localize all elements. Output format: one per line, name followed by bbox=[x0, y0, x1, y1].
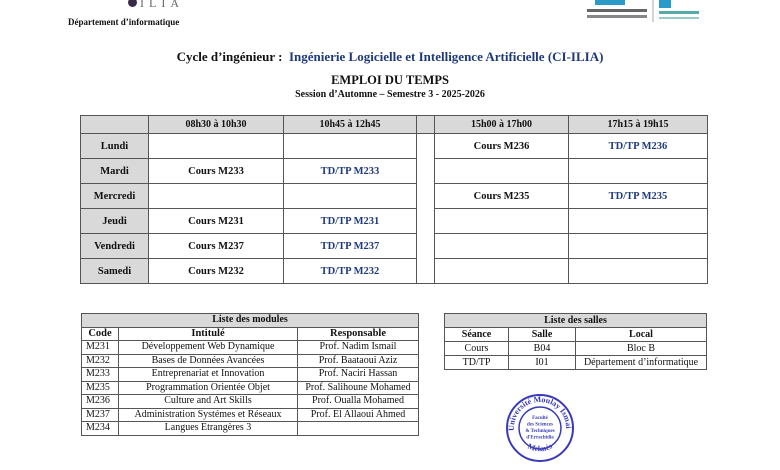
table-cell: M232 bbox=[82, 354, 119, 368]
university-logo bbox=[585, 0, 745, 24]
day-cell: Mardi bbox=[81, 159, 149, 184]
table-cell: Cours bbox=[445, 342, 509, 356]
svg-text:des Sciences: des Sciences bbox=[527, 422, 553, 428]
timetable-row bbox=[81, 159, 708, 184]
session-subtitle: Session d’Automne – Semestre 3 - 2025-2026 bbox=[295, 89, 485, 100]
table-row bbox=[82, 395, 419, 409]
break-column bbox=[417, 116, 435, 134]
table-row bbox=[445, 342, 707, 356]
session-cell: TD/TP M235 bbox=[569, 184, 708, 209]
svg-text:d'Errachidia: d'Errachidia bbox=[526, 435, 554, 441]
table-cell: Langues Etrangères 3 bbox=[119, 422, 298, 436]
column-header: Intitulé bbox=[119, 327, 298, 341]
table-cell: Programmation Orientée Objet bbox=[119, 381, 298, 395]
session-cell bbox=[569, 209, 708, 234]
cycle-name: Ingénierie Logicielle et Intelligence Artificielle (CI-ILIA) bbox=[288, 49, 604, 64]
svg-text:Faculté: Faculté bbox=[532, 416, 548, 421]
table-row bbox=[82, 354, 419, 368]
university-stamp bbox=[505, 390, 575, 460]
session-cell: TD/TP M231 bbox=[284, 209, 417, 234]
timetable-row bbox=[81, 259, 708, 284]
session-cell: TD/TP M237 bbox=[284, 234, 417, 259]
timetable-header-row bbox=[81, 116, 708, 134]
day-cell: Mercredi bbox=[81, 184, 149, 209]
session-cell bbox=[149, 184, 284, 209]
slot-header: 17h15 à 19h15 bbox=[569, 116, 708, 134]
table-cell: Bloc B bbox=[576, 342, 707, 356]
day-cell: Lundi bbox=[81, 134, 149, 159]
session-cell bbox=[435, 209, 569, 234]
table-row bbox=[82, 381, 419, 395]
column-header: Séance bbox=[445, 328, 509, 342]
table-cell: Entreprenariat et Innovation bbox=[119, 368, 298, 382]
table-cell: TD/TP bbox=[445, 356, 509, 370]
table-row bbox=[82, 422, 419, 436]
table-cell: Développement Web Dynamique bbox=[119, 341, 298, 355]
timetable-row bbox=[81, 209, 708, 234]
table-cell: B04 bbox=[509, 342, 576, 356]
rooms-caption: Liste des salles bbox=[445, 314, 707, 328]
column-header: Responsable bbox=[298, 327, 419, 341]
session-cell: TD/TP M236 bbox=[569, 134, 708, 159]
table-row bbox=[445, 356, 707, 370]
session-cell: Cours M237 bbox=[149, 234, 284, 259]
table-cell: M235 bbox=[82, 381, 119, 395]
slot-header: 10h45 à 12h45 bbox=[284, 116, 417, 134]
session-cell bbox=[435, 234, 569, 259]
svg-text:Université Moulay Ismail: Université Moulay Ismai bbox=[506, 394, 574, 431]
slot-header: 08h30 à 10h30 bbox=[149, 116, 284, 134]
column-header: Salle bbox=[509, 328, 576, 342]
session-cell: Cours M233 bbox=[149, 159, 284, 184]
table-cell: Bases de Données Avancées bbox=[119, 354, 298, 368]
session-cell bbox=[284, 134, 417, 159]
session-cell: Cours M231 bbox=[149, 209, 284, 234]
table-cell: M233 bbox=[82, 368, 119, 382]
session-cell bbox=[435, 259, 569, 284]
day-cell: Jeudi bbox=[81, 209, 149, 234]
cycle-label: Cycle d’ingénieur : bbox=[176, 49, 283, 64]
timetable bbox=[80, 115, 708, 284]
timetable-row bbox=[81, 134, 708, 159]
session-cell: TD/TP M232 bbox=[284, 259, 417, 284]
table-cell: M234 bbox=[82, 422, 119, 436]
fst-logo: ILIA bbox=[128, 0, 188, 8]
column-header: Code bbox=[82, 327, 119, 341]
table-cell: M237 bbox=[82, 408, 119, 422]
modules-caption: Liste des modules bbox=[82, 314, 419, 328]
break-column bbox=[417, 134, 435, 284]
table-cell: Administration Systémes et Réseaux bbox=[119, 408, 298, 422]
table-cell: I01 bbox=[509, 356, 576, 370]
session-cell bbox=[284, 184, 417, 209]
column-header: Local bbox=[576, 328, 707, 342]
slot-header: 15h00 à 17h00 bbox=[435, 116, 569, 134]
session-cell: Cours M232 bbox=[149, 259, 284, 284]
session-cell: Cours M236 bbox=[435, 134, 569, 159]
cycle-heading bbox=[0, 49, 780, 65]
table-cell: Culture and Art Skills bbox=[119, 395, 298, 409]
session-cell bbox=[149, 134, 284, 159]
table-cell: M231 bbox=[82, 341, 119, 355]
table-cell bbox=[298, 422, 419, 436]
table-row bbox=[82, 368, 419, 382]
page-title: EMPLOI DU TEMPS bbox=[331, 73, 449, 87]
session-cell bbox=[435, 159, 569, 184]
table-cell: Prof. Baataoui Aziz bbox=[298, 354, 419, 368]
svg-text:Meknès: Meknès bbox=[526, 441, 554, 454]
rooms-table bbox=[444, 313, 707, 370]
day-cell: Samedi bbox=[81, 259, 149, 284]
svg-text:& Techniques: & Techniques bbox=[525, 429, 555, 434]
table-cell: Département d’informatique bbox=[576, 356, 707, 370]
department-label: Département d’informatique bbox=[68, 17, 180, 27]
timetable-row bbox=[81, 184, 708, 209]
session-cell bbox=[569, 234, 708, 259]
corner-cell bbox=[81, 116, 149, 134]
table-cell: Prof. Nadim Ismail bbox=[298, 341, 419, 355]
session-cell: TD/TP M233 bbox=[284, 159, 417, 184]
table-cell: Prof. Oualla Mohamed bbox=[298, 395, 419, 409]
table-row bbox=[82, 341, 419, 355]
modules-table bbox=[81, 313, 419, 436]
timetable-row bbox=[81, 234, 708, 259]
table-row bbox=[82, 408, 419, 422]
session-cell: Cours M235 bbox=[435, 184, 569, 209]
table-cell: Prof. Naciri Hassan bbox=[298, 368, 419, 382]
day-cell: Vendredi bbox=[81, 234, 149, 259]
session-cell bbox=[569, 259, 708, 284]
table-cell: Prof. El Allaoui Ahmed bbox=[298, 408, 419, 422]
table-cell: Prof. Salihoune Mohamed bbox=[298, 381, 419, 395]
session-cell bbox=[569, 159, 708, 184]
table-cell: M236 bbox=[82, 395, 119, 409]
